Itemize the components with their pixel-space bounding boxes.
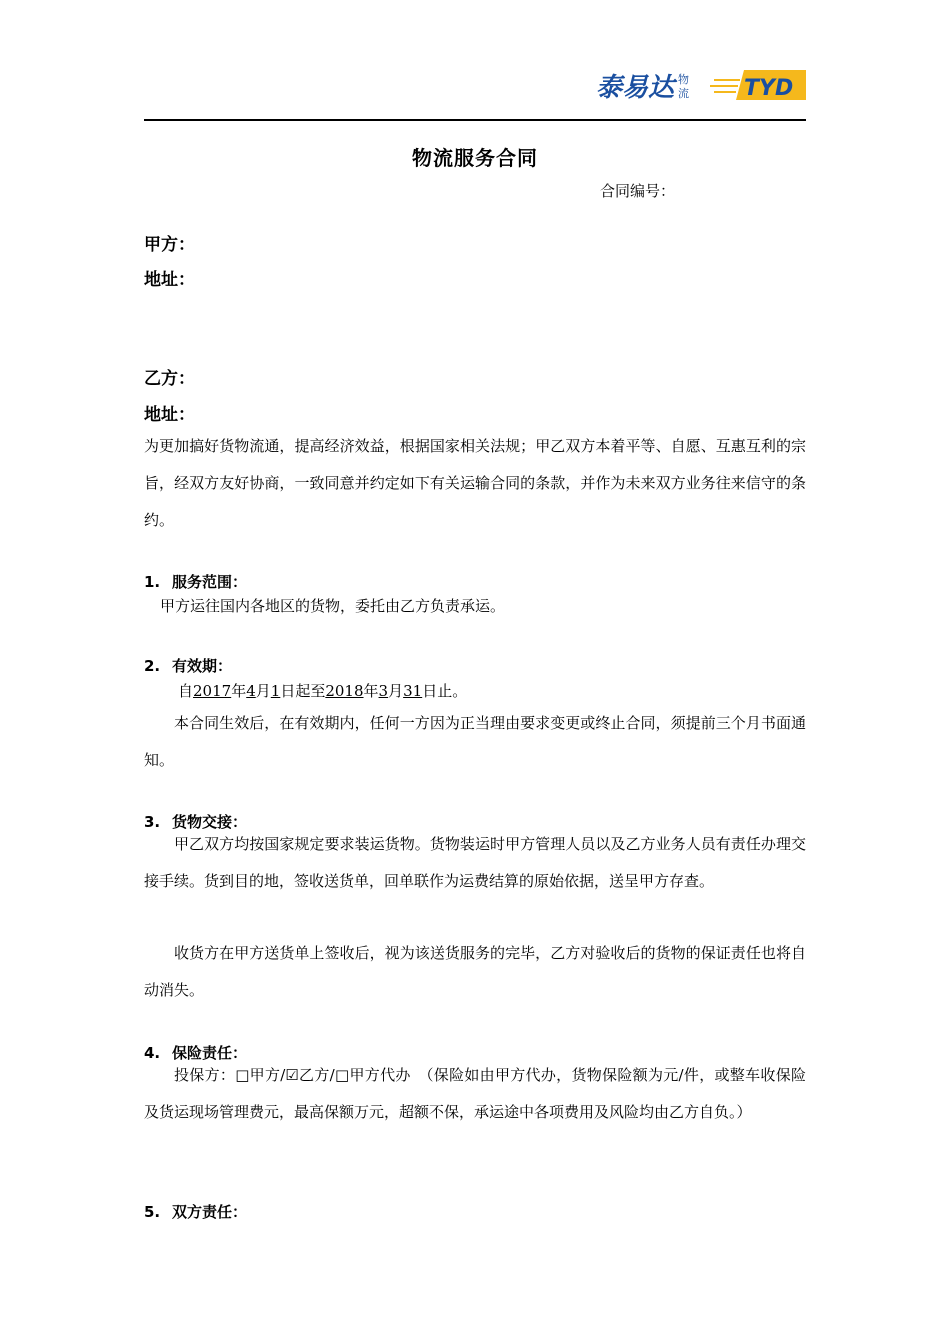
section-1-heading [144, 571, 247, 592]
intro-paragraph: 为更加搞好货物流通，提高经济效益，根据国家相关法规；甲乙双方本着平等、自愿、互惠互利的宗旨，经双方友好协商，一致同意并约定如下有关运输合同的条款，并作为未来双方业务往来信守的条约。 [144, 437, 806, 529]
end-day: 31 [403, 682, 423, 700]
party-a-address-label: 地址： [144, 270, 195, 290]
start-year: 2017 [193, 682, 232, 700]
document-title: 物流服务合同 [412, 146, 538, 170]
company-logo [594, 66, 806, 102]
end-month: 3 [378, 682, 389, 700]
logo-vertical-text-1: 物 [678, 73, 689, 86]
section-number: 3. [144, 813, 161, 831]
party-a-label: 甲方： [144, 235, 195, 255]
validity-text: 年 [363, 682, 379, 700]
section-2-body: 本合同生效后，在有效期内，任何一方因为正当理由要求变更或终止合同，须提前三个月书面通知。 [144, 714, 806, 769]
validity-text: 自 [178, 682, 194, 700]
section-3-body-1: 甲乙双方均按国家规定要求装运货物。货物装运时甲方管理人员以及乙方业务人员有责任办理交接手续。货到目的地，签收送货单，回单联作为运费结算的原始依据，送呈甲方存查。 [144, 835, 806, 890]
validity-text: 日起至 [280, 682, 326, 700]
header-divider [144, 119, 806, 121]
end-year: 2018 [325, 682, 364, 700]
party-b-label: 乙方： [144, 369, 195, 389]
party-b-address-label: 地址： [144, 405, 195, 425]
section-title: 保险责任： [172, 1044, 248, 1062]
validity-text: 年 [231, 682, 247, 700]
validity-period [178, 680, 467, 701]
section-title: 双方责任： [172, 1203, 248, 1221]
validity-text: 日止。 [422, 682, 468, 700]
section-title: 服务范围： [172, 573, 248, 591]
section-4-body: 投保方：□甲方/☑乙方/□甲方代办 （保险如由甲方代办，货物保险额为元/件，或整车收保险及货运现场管理费元，最高保额万元，超额不保，承运途中各项费用及风险均由乙方自负。） [144, 1066, 806, 1121]
section-number: 5. [144, 1203, 161, 1221]
logo-en-text: TYD [744, 76, 794, 101]
section-number: 1. [144, 573, 161, 591]
section-title: 有效期： [172, 657, 233, 675]
section-number: 4. [144, 1044, 161, 1062]
validity-text: 月 [255, 682, 271, 700]
start-day: 1 [270, 682, 281, 700]
contract-number-label: 合同编号： [600, 182, 676, 200]
logo-vertical-text-2: 流 [678, 87, 689, 100]
logo-cn-text: 泰易达 [596, 73, 675, 102]
validity-text: 月 [388, 682, 404, 700]
section-3-body-2: 收货方在甲方送货单上签收后，视为该送货服务的完毕，乙方对验收后的货物的保证责任也将自动消失。 [144, 944, 806, 999]
section-5-heading [144, 1201, 247, 1222]
section-number: 2. [144, 657, 161, 675]
section-2-heading [144, 655, 232, 676]
start-month: 4 [246, 682, 256, 700]
section-title: 货物交接： [172, 813, 248, 831]
section-1-body: 甲方运往国内各地区的货物，委托由乙方负责承运。 [160, 597, 506, 615]
